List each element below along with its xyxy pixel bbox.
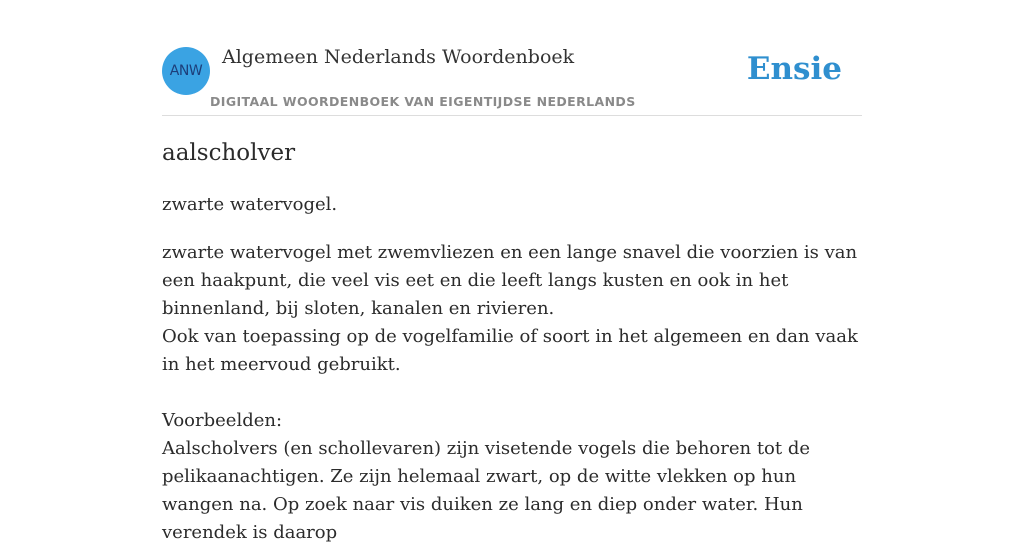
- anw-logo[interactable]: [162, 47, 210, 95]
- definition-body: [162, 239, 862, 547]
- entry-term: aalscholver: [162, 140, 296, 166]
- site-title[interactable]: Algemeen Nederlands Woordenboek: [222, 46, 575, 68]
- short-definition: zwarte watervogel.: [162, 194, 338, 215]
- examples-label: Voorbeelden:: [162, 410, 283, 431]
- ensie-brand-logo[interactable]: Ensie: [746, 51, 842, 87]
- site-subtitle: DIGITAAL WOORDENBOEK VAN EIGENTIJDSE NEDERLANDS: [210, 94, 636, 109]
- example-text: Aalscholvers (en schollevaren) zijn visetende vogels die behoren tot de pelikaanachtigen. Ze zijn helemaal zwart, op de witte vlekken op hun wangen na. Op zoek naar vis duiken ze lang en diep onder water. Hun verendek is daarop: [162, 438, 811, 543]
- definition-main: zwarte watervogel met zwemvliezen en een lange snavel die voorzien is van een haakpunt, die veel vis eet en die leeft langs kusten en ook in het binnenland, bij sloten, kanalen en rivieren.: [162, 242, 858, 319]
- definition-usage: Ook van toepassing op de vogelfamilie of soort in het algemeen en dan vaak in het meervoud gebruikt.: [162, 326, 858, 375]
- page-container: [162, 0, 862, 543]
- logo-text: ANW: [169, 63, 203, 79]
- site-header: [162, 0, 862, 116]
- paragraph-spacer: [162, 379, 862, 407]
